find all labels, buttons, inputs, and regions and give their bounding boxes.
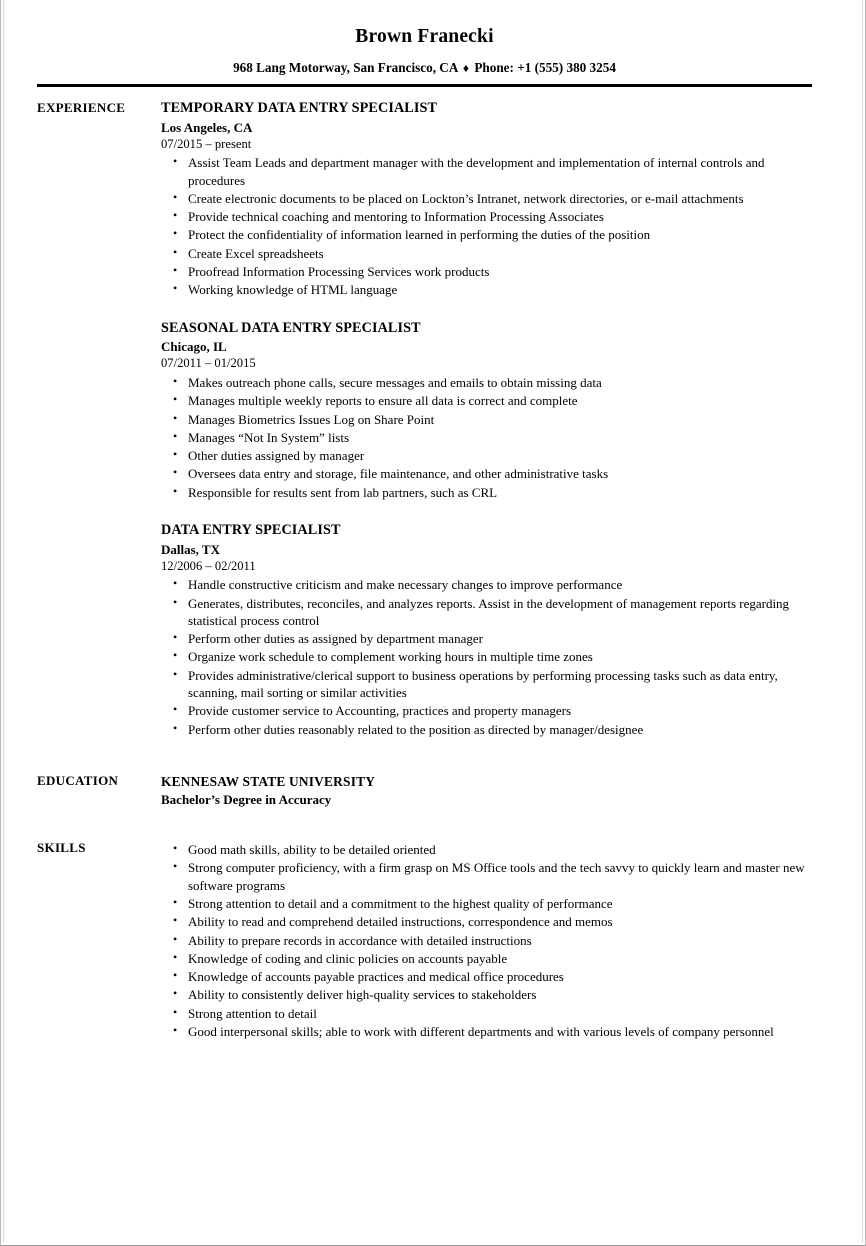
skill-bullet: • Strong computer proficiency, with a firm grasp on MS Office tools and the tech savvy to quickly learn and master new software programs: [161, 859, 812, 894]
job-entry: [161, 522, 812, 738]
job-bullet: • Oversees data entry and storage, file maintenance, and other administrative tasks: [161, 465, 812, 482]
candidate-name: Brown Franecki: [355, 26, 494, 47]
job-bullet: • Organize work schedule to complement working hours in multiple time zones: [161, 648, 812, 665]
skill-bullet: • Good math skills, ability to be detailed oriented: [161, 841, 812, 858]
skills-bullet-list: [161, 841, 812, 1040]
job-bullet: • Manages multiple weekly reports to ensure all data is correct and complete: [161, 392, 812, 409]
diamond-separator-icon: ♦: [462, 61, 470, 76]
skill-bullet: • Ability to read and comprehend detailed instructions, correspondence and memos: [161, 913, 812, 930]
contact-phone: Phone: +1 (555) 380 3254: [474, 60, 616, 76]
skill-bullet: • Knowledge of coding and clinic policies on accounts payable: [161, 950, 812, 967]
job-bullet: • Handle constructive criticism and make necessary changes to improve performance: [161, 576, 812, 593]
education-degree: Bachelor’s Degree in Accuracy: [161, 792, 332, 808]
education-school: KENNESAW STATE UNIVERSITY: [161, 773, 376, 789]
job-bullet: • Generates, distributes, reconciles, and analyzes reports. Assist in the development of management reports regarding statistical process control: [161, 595, 812, 630]
job-bullet-list: [161, 154, 812, 298]
skills-section-label: SKILLS: [37, 840, 86, 856]
job-bullet: • Makes outreach phone calls, secure messages and emails to obtain missing data: [161, 374, 812, 391]
job-bullet: • Perform other duties reasonably related to the position as directed by manager/designee: [161, 721, 812, 738]
contact-line: [37, 47, 812, 76]
experience-jobs-list: [161, 100, 812, 738]
job-title: TEMPORARY DATA ENTRY SPECIALIST: [161, 99, 438, 116]
skill-bullet: • Strong attention to detail: [161, 1005, 812, 1022]
job-bullet: • Working knowledge of HTML language: [161, 281, 812, 298]
skill-bullet: • Knowledge of accounts payable practices and medical office procedures: [161, 968, 812, 985]
skills-section: [37, 840, 812, 1040]
job-location: Los Angeles, CA: [161, 119, 253, 135]
resume-content: [37, 0, 812, 1040]
contact-address: 968 Lang Motorway, San Francisco, CA: [233, 60, 458, 76]
skill-bullet: • Strong attention to detail and a commitment to the highest quality of performance: [161, 895, 812, 912]
header-divider: [37, 84, 812, 87]
skills-content: [161, 840, 812, 1040]
job-dates: 12/2006 – 02/2011: [161, 558, 256, 573]
job-bullet: • Provide customer service to Accounting, practices and property managers: [161, 702, 812, 719]
job-bullet: • Other duties assigned by manager: [161, 447, 812, 464]
resume-header: [37, 0, 812, 87]
skill-bullet: • Ability to prepare records in accordance with detailed instructions: [161, 932, 812, 949]
job-bullet: • Protect the confidentiality of information learned in performing the duties of the position: [161, 226, 812, 243]
education-section-label: EDUCATION: [37, 772, 119, 788]
job-bullet: • Assist Team Leads and department manager with the development and implementation of internal controls and procedures: [161, 154, 812, 189]
skill-bullet: • Ability to consistently deliver high-quality services to stakeholders: [161, 986, 812, 1003]
job-bullet: • Manages “Not In System” lists: [161, 429, 812, 446]
job-entry: [161, 100, 812, 299]
job-bullet: • Provide technical coaching and mentoring to Information Processing Associates: [161, 208, 812, 225]
job-bullet: • Manages Biometrics Issues Log on Share Point: [161, 411, 812, 428]
job-bullet: • Provides administrative/clerical support to business operations by performing processing tasks such as data entry, scanning, mail sorting or similar activities: [161, 667, 812, 702]
job-bullet: • Responsible for results sent from lab partners, such as CRL: [161, 484, 812, 501]
education-section: [37, 773, 812, 809]
job-location: Chicago, IL: [161, 339, 227, 355]
job-bullet: • Proofread Information Processing Services work products: [161, 263, 812, 280]
job-location: Dallas, TX: [161, 541, 220, 557]
job-dates: 07/2011 – 01/2015: [161, 356, 256, 371]
job-bullet-list: [161, 576, 812, 738]
job-bullet: • Create Excel spreadsheets: [161, 245, 812, 262]
job-dates: 07/2015 – present: [161, 136, 252, 151]
education-entry: [161, 773, 812, 809]
job-title: DATA ENTRY SPECIALIST: [161, 521, 341, 538]
experience-section-label: EXPERIENCE: [37, 99, 126, 115]
job-bullet-list: [161, 374, 812, 501]
job-entry: [161, 320, 812, 501]
experience-section: [37, 100, 812, 738]
job-bullet: • Perform other duties as assigned by department manager: [161, 630, 812, 647]
job-title: SEASONAL DATA ENTRY SPECIALIST: [161, 319, 421, 336]
skill-bullet: • Good interpersonal skills; able to work with different departments and with various levels of company personnel: [161, 1023, 812, 1040]
job-bullet: • Create electronic documents to be placed on Lockton’s Intranet, network directories, or e-mail attachments: [161, 190, 812, 207]
